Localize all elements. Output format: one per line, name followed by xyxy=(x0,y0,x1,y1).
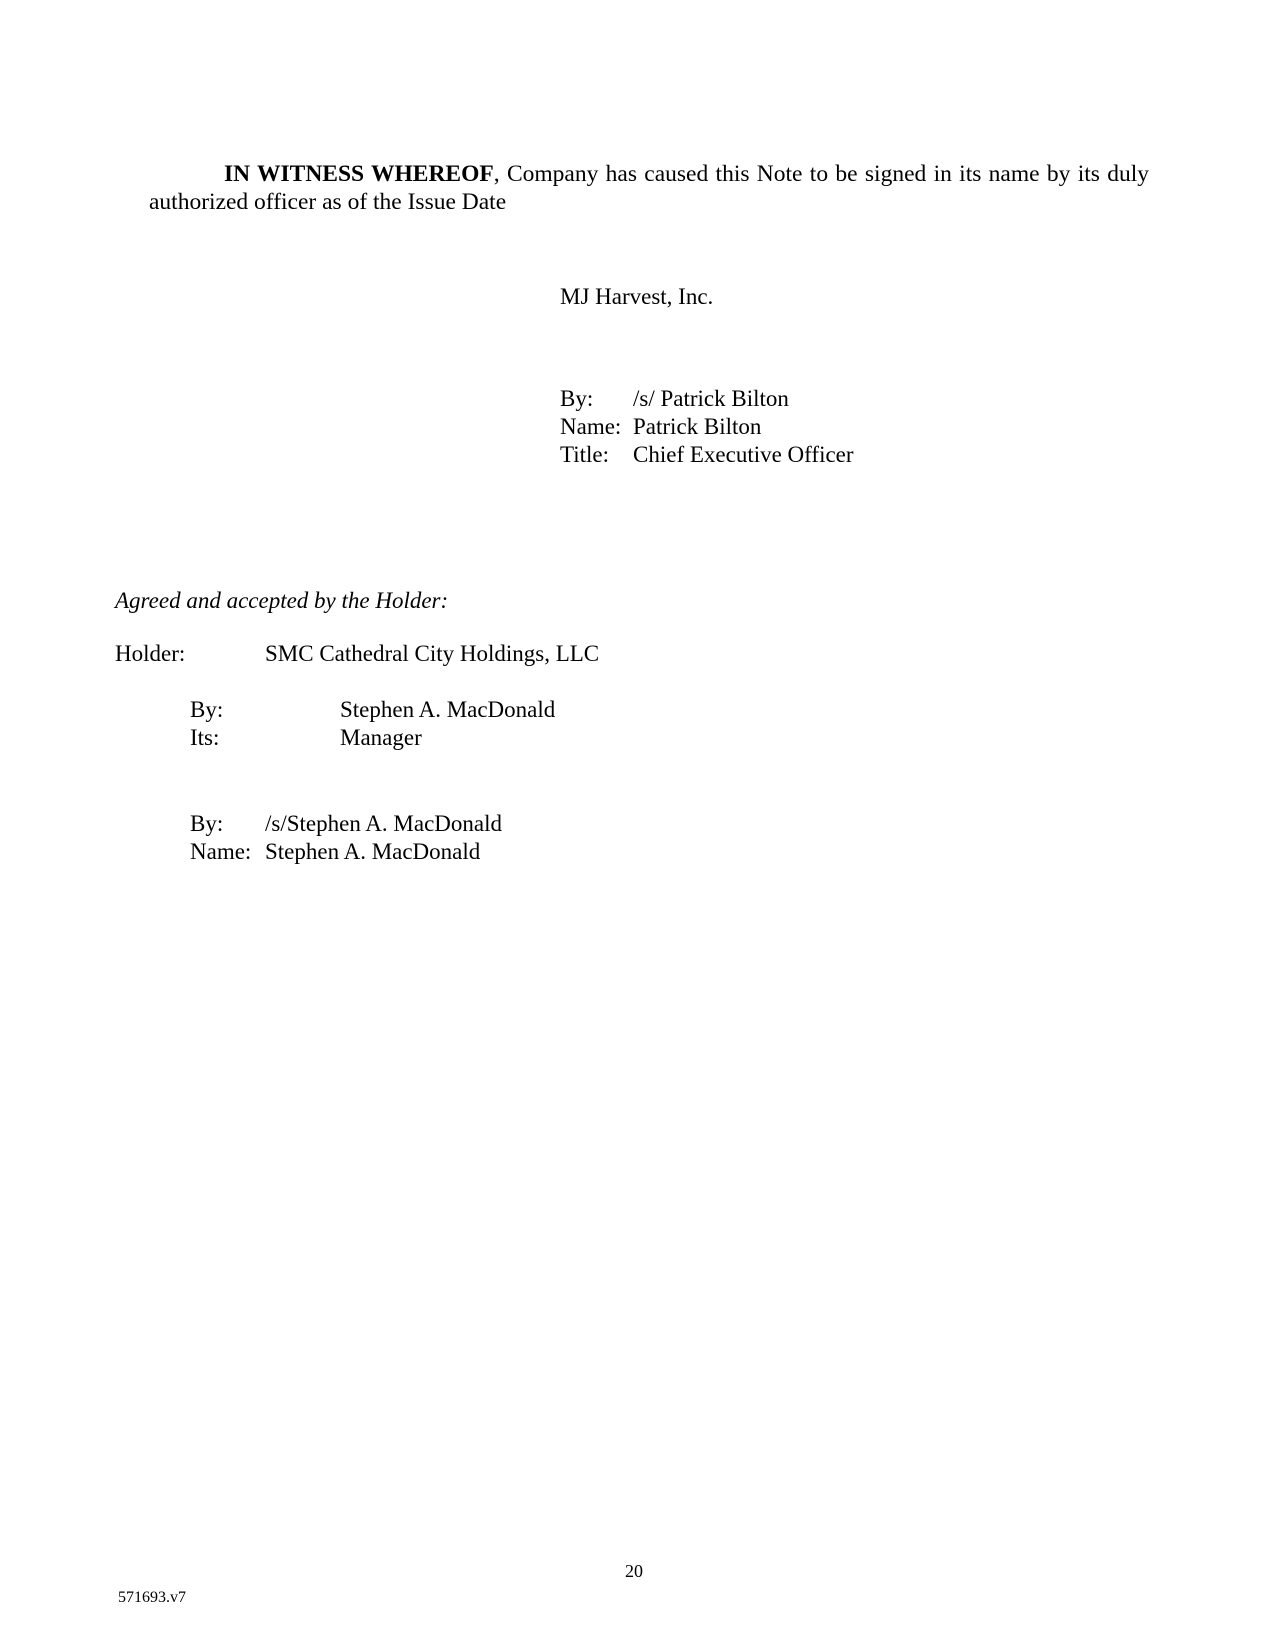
witness-lead: IN WITNESS WHEREOF xyxy=(224,161,494,187)
holder-signer-name: Stephen A. MacDonald xyxy=(265,839,481,864)
company-title-label: Title: xyxy=(560,442,610,467)
holder-entity-name: SMC Cathedral City Holdings, LLC xyxy=(265,641,600,666)
holder-by-row xyxy=(190,696,690,724)
company-by-label: By: xyxy=(560,386,594,411)
company-name-row xyxy=(560,413,960,441)
company-name: MJ Harvest, Inc. xyxy=(560,284,714,309)
company-by-row xyxy=(560,385,960,413)
agreed-heading: Agreed and accepted by the Holder: xyxy=(115,588,449,613)
holder-representative-name: Stephen A. MacDonald xyxy=(340,697,556,722)
holder-signature: /s/Stephen A. MacDonald xyxy=(265,811,502,836)
witness-text: , Company has caused this Note to be signed in its name by its duly authorized officer as of the Issue Date xyxy=(149,161,1150,215)
holder-its-label: Its: xyxy=(190,725,220,750)
holder-sig-by-label: By: xyxy=(190,811,224,836)
holder-sig-name-row xyxy=(190,838,690,866)
holder-sig-by-row xyxy=(190,810,690,838)
holder-row xyxy=(115,640,715,668)
company-name-label: Name: xyxy=(560,414,622,439)
company-title-row xyxy=(560,441,960,469)
holder-label: Holder: xyxy=(115,641,186,666)
company-signature-block xyxy=(560,385,960,469)
witness-paragraph xyxy=(149,160,1149,216)
holder-representative-role: Manager xyxy=(340,725,422,750)
document-id: 571693.v7 xyxy=(118,1589,186,1606)
holder-its-row xyxy=(190,724,690,752)
company-signer-title: Chief Executive Officer xyxy=(633,442,854,467)
holder-by-label: By: xyxy=(190,697,224,722)
company-signer-name: Patrick Bilton xyxy=(633,414,762,439)
holder-sig-name-label: Name: xyxy=(190,839,252,864)
page-number: 20 xyxy=(625,1561,643,1581)
holder-signature-block xyxy=(190,810,690,866)
company-signature: /s/ Patrick Bilton xyxy=(633,386,789,411)
holder-representative-block xyxy=(190,696,690,752)
